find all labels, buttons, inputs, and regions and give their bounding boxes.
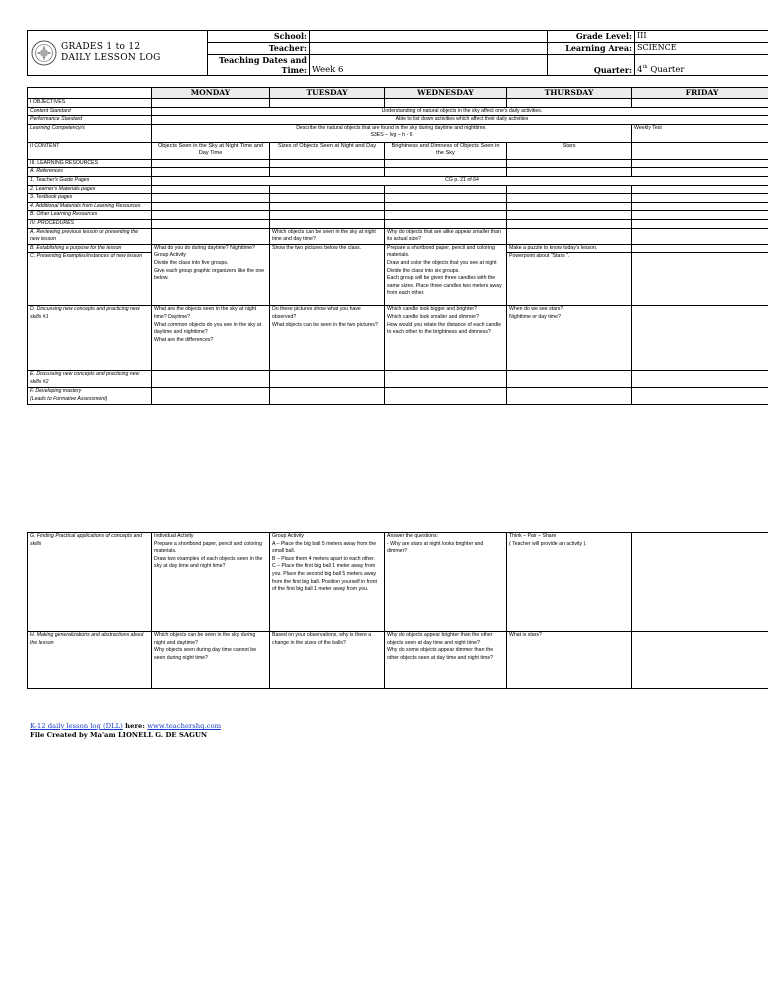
row-label-content: II CONTENT (28, 142, 152, 159)
proc-h-tuesday: Based on your observations, why is there a change in the sizes of the balls? (270, 632, 385, 689)
lesson-table (27, 87, 768, 405)
row-label-procedures: IV. PROCEDURES (28, 219, 152, 228)
proc-h-thursday: What is stars? (507, 632, 632, 689)
row-label-proc-b: B. Establishing a purpose for the lesson (28, 244, 152, 253)
proc-bc-wednesday: Prepare a shortbond paper, pencil and coloring materials. Draw and color the objects that you see at night Divide the class into six groups. Each group will be given three candles with the same sizes. Place three candles two meters away from each other. (385, 244, 507, 306)
quarter-suffix: th (642, 64, 648, 71)
row-label-learner-pages: 2. Learner's Materials pages (28, 185, 152, 194)
row-label-proc-e: E. Discussing new concepts and practicing new skills #2 (28, 371, 152, 388)
dates-label-line-1: Teaching Dates and (218, 55, 307, 65)
content-monday: Objects Seen in the Sky at Night Time and Day Time (152, 142, 270, 159)
guide-pages-text: CG p. 21 of 64 (152, 176, 768, 185)
quarter-word: Quarter (647, 65, 685, 75)
teacher-value (310, 43, 548, 55)
proc-d-thursday: When do we see stars? Nighttime or day time? (507, 306, 632, 371)
row-label-content-standard: Content Standard (28, 107, 152, 116)
content-tuesday: Sizes of Objects Seen at Night and Day (270, 142, 385, 159)
quarter-number: 4 (637, 65, 643, 75)
row-label-textbook-pages: 3. Textbook pages (28, 194, 152, 203)
proc-a-tuesday: Which objects can be seen in the sky at night time and day time? (270, 228, 385, 244)
dates-label-line-2: Time: (281, 65, 307, 75)
grade-level-label: Grade Level: (548, 31, 635, 43)
dates-label (208, 55, 310, 76)
content-standard-text: Understanding of natural objects in the sky affect one's daily activities. (152, 107, 768, 116)
proc-a-wednesday: Why do objects that are alike appear smaller than its actual size? (385, 228, 507, 244)
header-logo-cell (28, 31, 208, 76)
deped-seal-icon (31, 40, 57, 66)
footer-credit: File Created by Ma'am LIONELL G. DE SAGUN (30, 731, 208, 739)
row-label-other-resources: B. Other Learning Resources (28, 211, 152, 220)
competency-line-1: Describe the natural objects that are found in the sky during daytime and nighttime. (296, 124, 487, 131)
row-label-resources: III. LEARNING RESOURCES (28, 159, 152, 168)
proc-c-thursday: Powerpoint about "Stars ". (507, 253, 632, 306)
competency-friday: Weekly Test (632, 124, 768, 142)
proc-d-tuesday: Do these pictures show what you have observed? What objects can be seen in the two pictures? (270, 306, 385, 371)
learning-area-value: SCIENCE (635, 43, 768, 55)
header-table (27, 30, 768, 76)
proc-g-wednesday: Answer the questions: - Why are stars at night looks brighter and dimmer? (385, 533, 507, 632)
proc-h-wednesday: Why do objects appear brighter than the other objects seen at day time and night time? Why do some objects appear dimmer than the other objects seen at day time and night time? (385, 632, 507, 689)
row-label-proc-f: F. Developing mastery (Leads to Formative Assessment) (28, 388, 152, 405)
proc-g-tuesday: Group Activity A – Place the big ball 5 meters away from the small ball. B – Place them 4 meters apart to each other. C – Place the first big ball 1 meter away from you. Place the second big ball 5 meters away from the first big ball. Position yourself in front of the first big ball 1 meter away from you. (270, 533, 385, 632)
teacher-label: Teacher: (208, 43, 310, 55)
row-label-proc-c: C. Presenting Examples/instances of new lesson (28, 253, 152, 306)
competency-code: S3ES – Ivg – h - 6 (370, 132, 413, 139)
day-header-wednesday: WEDNESDAY (385, 88, 507, 99)
grade-level-value: III (635, 31, 768, 43)
day-header-tuesday: TUESDAY (270, 88, 385, 99)
day-header-friday: FRIDAY (632, 88, 768, 99)
performance-standard-text: Able to list down activities which affect their daily activities (152, 116, 768, 125)
competency-text (152, 124, 632, 142)
footer-here-text: here: (122, 722, 148, 730)
row-label-performance-standard: Performance Standard (28, 116, 152, 125)
proc-d-monday: What are the objects seen in the sky at night time? Daytime? What common objects do you see in the sky at daytime and nighttime? What are the differences? (152, 306, 270, 371)
row-label-guide-pages: 1. Teacher's Guide Pages (28, 176, 152, 185)
quarter-label: Quarter: (548, 55, 635, 76)
quarter-value (635, 55, 768, 76)
proc-h-monday: Which objects can be seen in the sky during night and daytime? Why objects seen during day time cannot be seen during night time? (152, 632, 270, 689)
row-label-proc-d: D. Discussing new concepts and practicing new skills #1 (28, 306, 152, 371)
dates-value: Week 6 (310, 55, 548, 76)
row-label-objectives: I OBJECTIVES (28, 99, 152, 108)
school-value (310, 31, 548, 43)
learning-area-label: Learning Area: (548, 43, 635, 55)
title-line-2: DAILY LESSON LOG (61, 53, 161, 63)
teachershq-link[interactable]: www.teachershq.com (147, 722, 222, 730)
proc-b-thursday: Make a puzzle to know today's lesson. (507, 244, 632, 253)
school-label: School: (208, 31, 310, 43)
row-label-references: A. References (28, 168, 152, 177)
proc-b-monday: What do you do during daytime? Nighttime? Group Activity Divide the class into five groups. Give each group graphic organizers like the one below. (152, 244, 270, 306)
row-label-proc-h: H. Making generalizations and abstractions about the lesson (28, 632, 152, 689)
row-label-additional-materials: 4. Additional Materials from Learning Resources (28, 202, 152, 211)
day-header-blank (28, 88, 152, 99)
row-label-competency: Learning Competency/s (28, 124, 152, 142)
footer (30, 722, 221, 740)
row-label-proc-g: G. Finding Practical applications of concepts and skills (28, 533, 152, 632)
row-label-proc-a: A. Reviewing previous lesson or presenting the new lesson (28, 228, 152, 244)
dll-link[interactable]: K-12 daily lesson log (DLL) (30, 722, 123, 730)
content-thursday: Stars (507, 142, 632, 159)
proc-d-wednesday: Which candle look bigger and brighter? Which candle look smaller and dimmer? How would you relate the distance of each candle to each other to the brightness and dimness? (385, 306, 507, 371)
title-line-1: GRADES 1 to 12 (61, 42, 141, 52)
proc-g-monday: Individual Activity Prepare a shortbond paper, pencil and coloring materials. Draw two examples of each objects seen in the sky at day time and night time? (152, 533, 270, 632)
lesson-table-continued (27, 532, 768, 689)
day-header-thursday: THURSDAY (507, 88, 632, 99)
proc-g-thursday: Think – Pair – Share ( Teacher will provide an activity ). (507, 533, 632, 632)
proc-b-tuesday: Show the two pictures below the class. (270, 244, 385, 306)
day-header-monday: MONDAY (152, 88, 270, 99)
content-wednesday: Brightness and Dimness of Objects Seen in the Sky (385, 142, 507, 159)
